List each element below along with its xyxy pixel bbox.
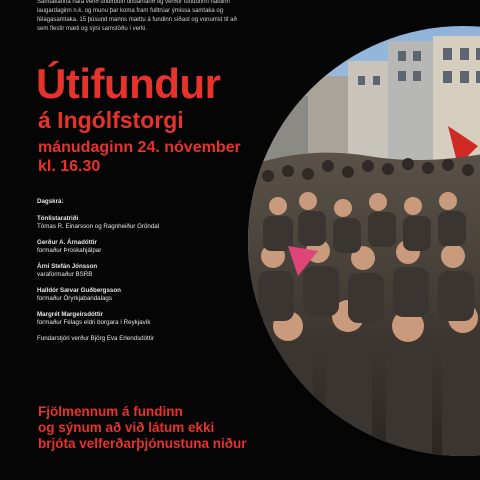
speaker-item	[37, 287, 247, 303]
speaker-role: formaður Öryrkjabandalags	[37, 295, 112, 302]
speaker-role: varaformaður BSRB	[37, 271, 93, 278]
speaker-role: Tómas R. Einarsson og Ragnheiður Gröndal	[37, 223, 160, 230]
event-location: á Ingólfstorgi	[38, 107, 184, 133]
speaker-name: Halldór Sævar Guðbergsson	[37, 287, 121, 294]
speaker-role: formaður Félags eldri borgara í Reykjavík	[37, 319, 151, 326]
crowd-photo-image	[248, 26, 480, 456]
speaker-name: Gerður A. Árnadóttir	[37, 239, 97, 246]
intro-line: félagasamtaka. 15 þúsund manns mættu á fundinn síðast og vonumst til að	[37, 17, 237, 23]
intro-line: Samtakanna hafa verið undirbúin undanfarið og verður fundurinn haldinn	[37, 0, 230, 5]
chair-line: Fundarstjóri verður Björg Eva Erlendsdóttir	[37, 335, 154, 342]
event-time: kl. 16.30	[38, 158, 101, 175]
speaker-item	[37, 215, 247, 231]
speaker-item	[37, 239, 247, 255]
crowd-photo	[248, 26, 480, 456]
intro-line: laugardaginn n.k. og munu þar koma fram fulltrúar ýmissa samtaka og	[37, 8, 224, 14]
program-heading: Dagskrá:	[37, 198, 64, 205]
event-date: mánudaginn 24. nóvember	[38, 139, 241, 156]
event-title: Útifundur	[36, 60, 221, 107]
program-section	[37, 198, 247, 343]
call-to-action	[38, 404, 247, 452]
cta-line: og sýnum að við látum ekki	[38, 420, 215, 435]
intro-line: sem flestir mæti og sýni samstöðu í verki.	[37, 26, 148, 32]
speaker-name: Tónlistaratriði	[37, 215, 79, 222]
event-datetime	[38, 138, 241, 176]
speaker-item	[37, 263, 247, 279]
speaker-role: formaður Þroskahjálpar	[37, 247, 102, 254]
cta-line: Fjölmennum á fundinn	[38, 404, 183, 419]
cta-line: brjóta velferðarþjónustuna niður	[38, 436, 247, 451]
intro-text	[37, 0, 287, 34]
speaker-item	[37, 311, 247, 327]
speaker-name: Margrét Margeirsdóttir	[37, 311, 104, 318]
speaker-name: Árni Stefán Jónsson	[37, 263, 98, 270]
